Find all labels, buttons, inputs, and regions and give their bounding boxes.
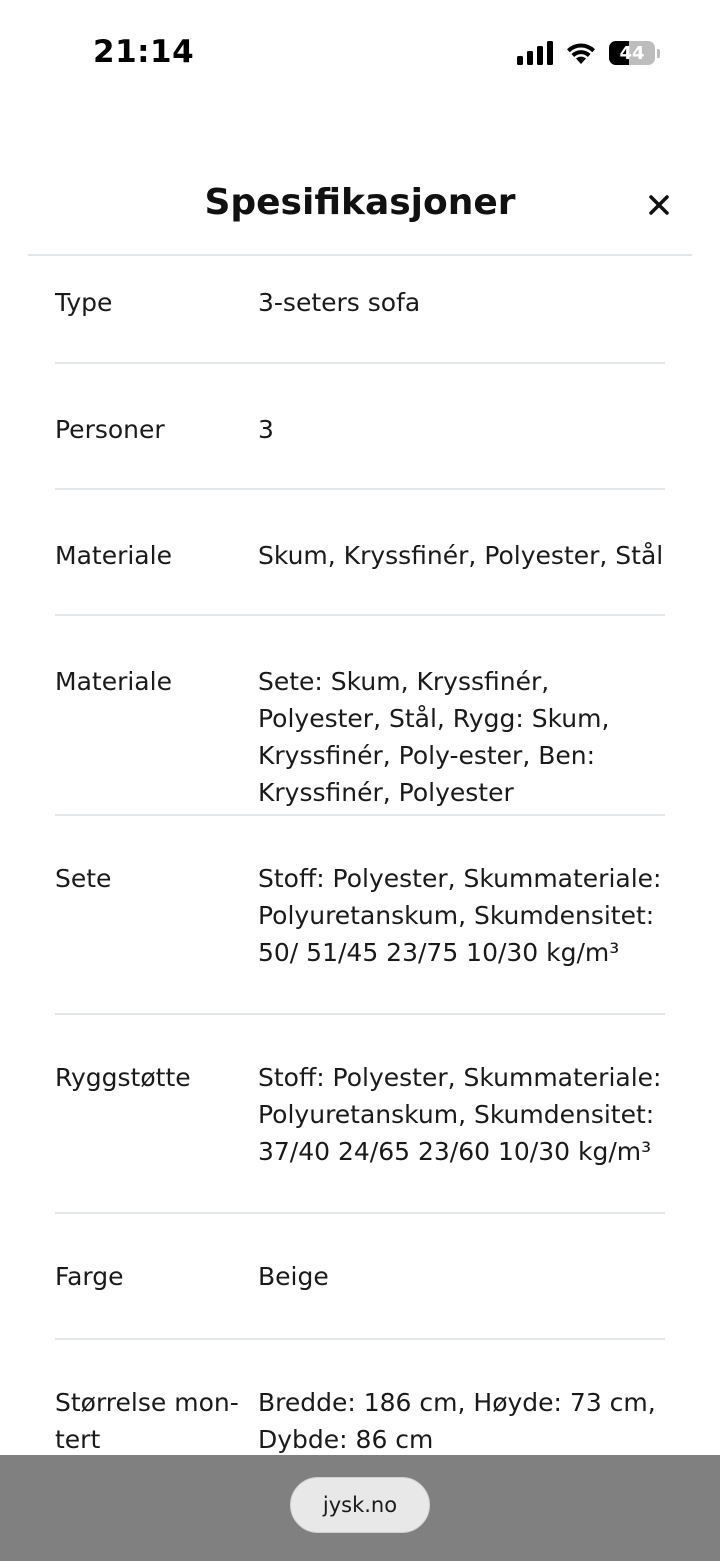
status-time: 21:14 [93, 34, 195, 70]
spec-value: Skum, Kryssfinér, Polyester, Stål [258, 541, 664, 570]
url-bar[interactable]: jysk.no [290, 1477, 430, 1533]
status-icons [517, 38, 660, 68]
spec-row-materiale-detaljer [55, 616, 665, 816]
status-bar [0, 0, 720, 100]
spec-row-storrelse-montert [55, 1340, 665, 1470]
modal-header [0, 172, 720, 242]
spec-row-sete [55, 816, 665, 1015]
close-icon [644, 190, 674, 220]
wifi-icon [565, 41, 597, 65]
spec-value: 3 [258, 415, 274, 444]
spec-row-farge [55, 1214, 665, 1340]
spec-row-personer [55, 364, 665, 490]
spec-label: Type [55, 288, 113, 317]
spec-label: Personer [55, 415, 165, 444]
spec-value: 3-seters sofa [258, 288, 421, 317]
spec-label: Farge [55, 1262, 124, 1291]
spec-row-type [55, 256, 665, 364]
browser-bottom-bar [0, 1455, 720, 1561]
spec-list [55, 256, 665, 1470]
spec-value: Bredde: 186 cm, Høyde: 73 cm, Dybde: 86 cm [258, 1388, 656, 1454]
battery-tip [657, 49, 660, 58]
spec-value: Stoff: Polyester, Skummateriale: Polyuretanskum, Skumdensitet: 50/ 51/45 23/75 10/30 kg/m³ [258, 864, 662, 967]
cellular-signal-icon [517, 41, 553, 65]
spec-label: Materiale [55, 667, 172, 696]
spec-label: Størrelse mon-tert [55, 1388, 239, 1454]
close-button[interactable] [644, 190, 674, 220]
battery-level-text: 44 [619, 42, 645, 64]
spec-value: Beige [258, 1262, 329, 1291]
battery-icon [609, 41, 655, 65]
spec-row-ryggstotte [55, 1015, 665, 1214]
page-title: Spesifikasjoner [204, 182, 516, 223]
spec-label: Sete [55, 864, 112, 893]
spec-row-materiale [55, 490, 665, 616]
spec-value: Sete: Skum, Kryssfinér, Polyester, Stål, Rygg: Skum, Kryssfinér, Poly-ester, Ben: Kryssfinér, Polyester [258, 667, 610, 807]
spec-value: Stoff: Polyester, Skummateriale: Polyuretanskum, Skumdensitet: 37/40 24/65 23/60 10/30 kg/m³ [258, 1063, 662, 1166]
spec-label: Ryggstøtte [55, 1063, 191, 1092]
spec-label: Materiale [55, 541, 172, 570]
